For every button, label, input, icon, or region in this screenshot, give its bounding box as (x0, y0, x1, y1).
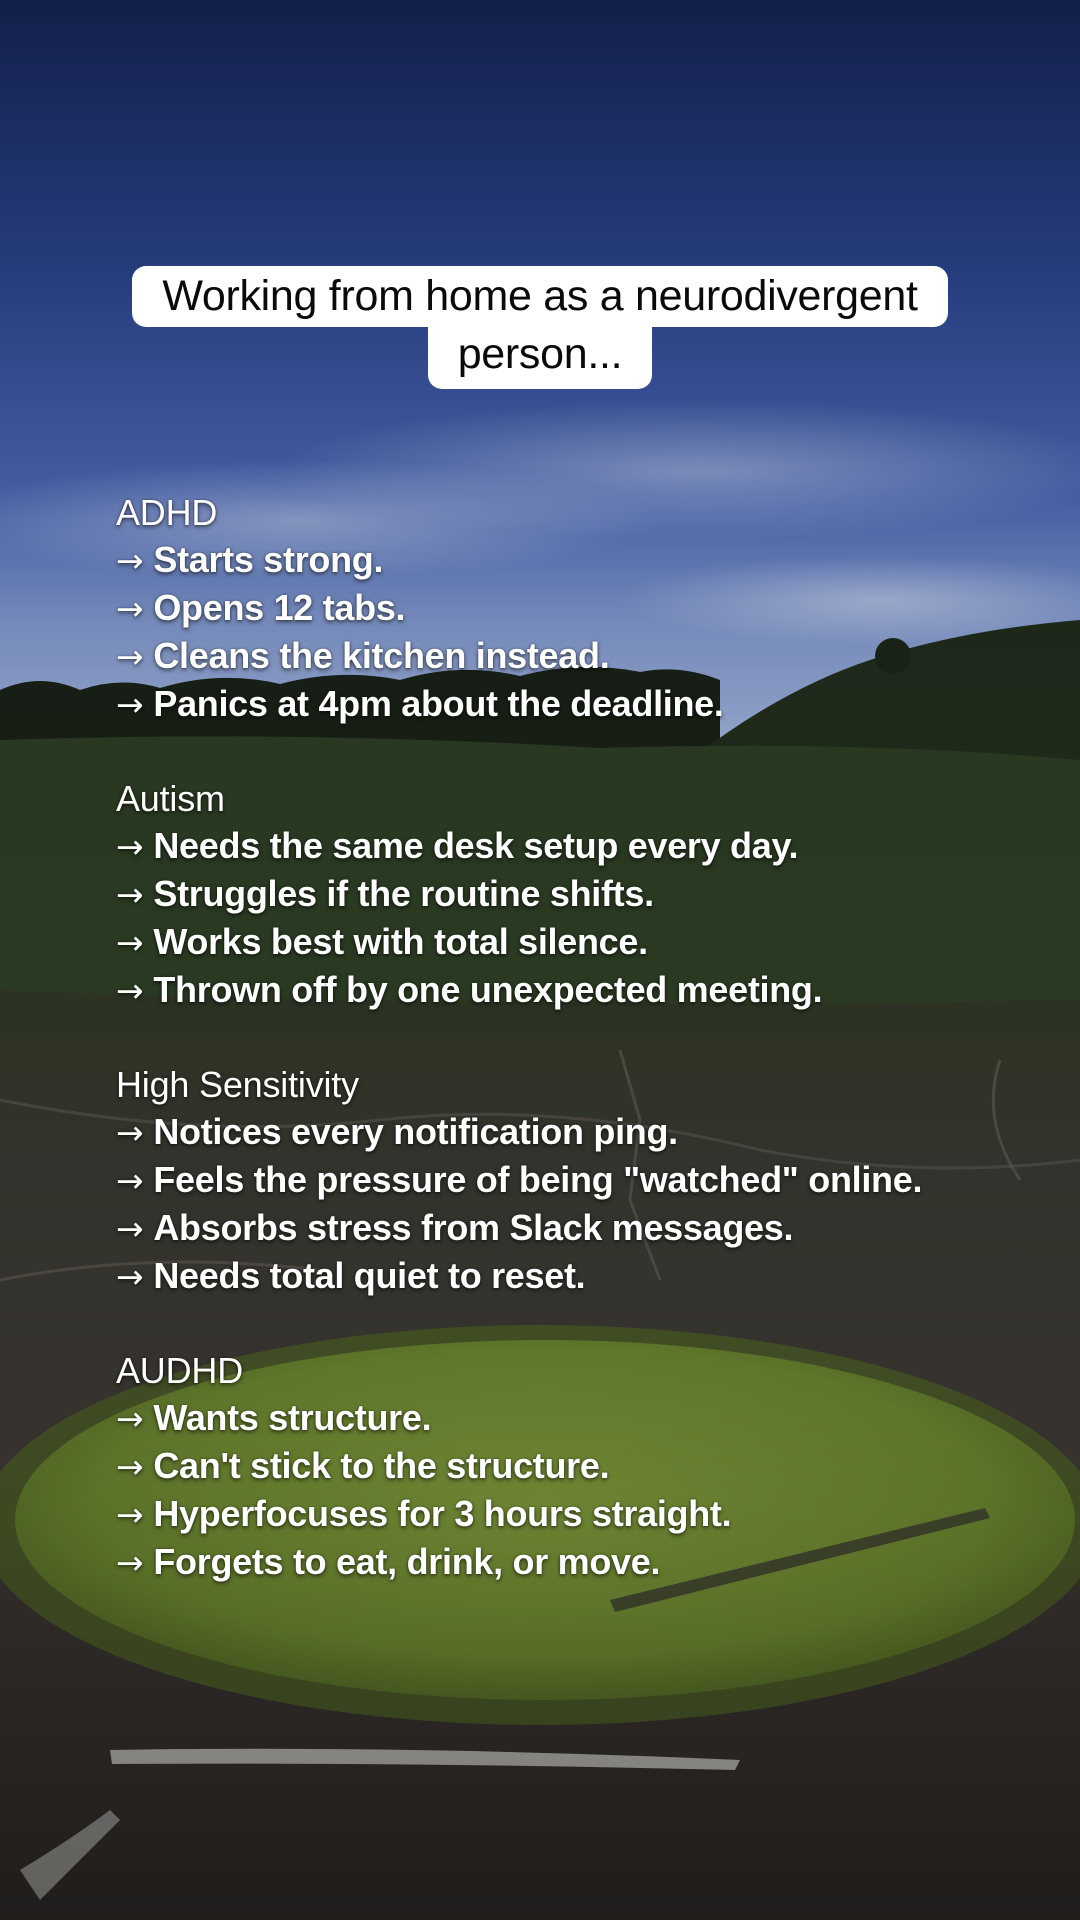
list-item: → Forgets to eat, drink, or move. (116, 1541, 661, 1582)
list-item: → Can't stick to the structure. (116, 1445, 610, 1486)
list-item: → Absorbs stress from Slack messages. (116, 1207, 794, 1248)
arrow-right-icon: → (116, 1543, 144, 1582)
overlay-text-list (116, 489, 1056, 1633)
list-item: → Starts strong. (116, 539, 384, 580)
list-item: → Feels the pressure of being "watched" online. (116, 1159, 923, 1200)
list-item: → Hyperfocuses for 3 hours straight. (116, 1493, 732, 1534)
section-autism (116, 775, 1056, 1014)
section-heading: High Sensitivity (116, 1064, 359, 1105)
list-item: → Panics at 4pm about the deadline. (116, 683, 724, 724)
arrow-right-icon: → (116, 1447, 144, 1486)
arrow-right-icon: → (116, 589, 144, 628)
title-line-1: Working from home as a neurodivergent (132, 266, 947, 327)
arrow-right-icon: → (116, 685, 144, 724)
list-item: → Needs the same desk setup every day. (116, 825, 799, 866)
arrow-right-icon: → (116, 923, 144, 962)
arrow-right-icon: → (116, 1113, 144, 1152)
arrow-right-icon: → (116, 1257, 144, 1296)
section-audhd (116, 1347, 1056, 1586)
title-line-2: person... (428, 326, 653, 389)
list-item: → Needs total quiet to reset. (116, 1255, 586, 1296)
arrow-right-icon: → (116, 827, 144, 866)
list-item: → Thrown off by one unexpected meeting. (116, 969, 823, 1010)
list-item: → Works best with total silence. (116, 921, 648, 962)
arrow-right-icon: → (116, 541, 144, 580)
list-item: → Cleans the kitchen instead. (116, 635, 610, 676)
list-item: → Opens 12 tabs. (116, 587, 406, 628)
section-heading: AUDHD (116, 1350, 244, 1391)
arrow-right-icon: → (116, 1495, 144, 1534)
title-caption (0, 266, 1080, 389)
section-high-sensitivity (116, 1061, 1056, 1300)
list-item: → Struggles if the routine shifts. (116, 873, 654, 914)
section-adhd (116, 489, 1056, 728)
arrow-right-icon: → (116, 875, 144, 914)
section-heading: Autism (116, 778, 225, 819)
arrow-right-icon: → (116, 637, 144, 676)
list-item: → Notices every notification ping. (116, 1111, 678, 1152)
list-item: → Wants structure. (116, 1397, 432, 1438)
arrow-right-icon: → (116, 1399, 144, 1438)
section-heading: ADHD (116, 492, 218, 533)
arrow-right-icon: → (116, 1209, 144, 1248)
arrow-right-icon: → (116, 971, 144, 1010)
arrow-right-icon: → (116, 1161, 144, 1200)
